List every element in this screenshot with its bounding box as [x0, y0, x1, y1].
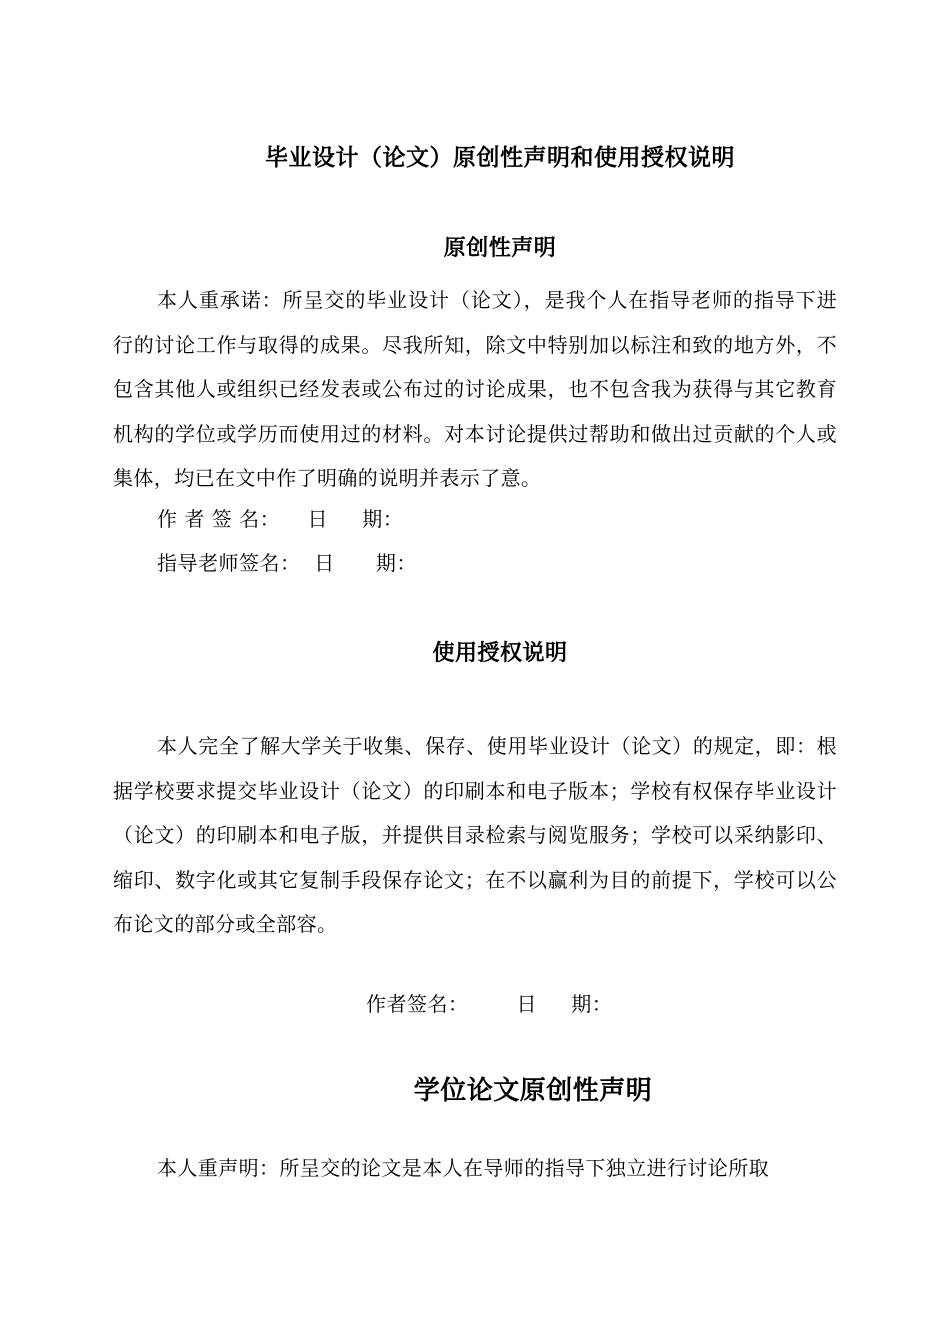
document-title: 毕业设计（论文）原创性声明和使用授权说明 — [265, 145, 735, 171]
originality-heading: 原创性声明 — [443, 236, 557, 261]
author-signature-line: 作 者 签 名： 日 期： — [157, 507, 404, 531]
thesis-originality-heading: 学位论文原创性声明 — [413, 1076, 653, 1106]
advisor-signature-line: 指导老师签名： 日 期： — [157, 551, 417, 575]
authorization-body: 本人完全了解大学关于收集、保存、使用毕业设计（论文）的规定，即：根据学校要求提交毕业设计（论文）的印刷本和电子版本；学校有权保存毕业设计（论文）的印刷本和电子版，并提供目录检索与阅览服务；学校可以采纳影印、缩印、数字化或其它复制手段保存论文；在不以赢利为目的前提下，学校可以公布论文的部分或全部容。 — [113, 734, 837, 936]
authorization-signature-line: 作者签名： 日 期： — [366, 992, 613, 1016]
authorization-heading: 使用授权说明 — [432, 641, 568, 666]
thesis-originality-body: 本人重声明：所呈交的论文是本人在导师的指导下独立进行讨论所取 — [157, 1156, 769, 1180]
originality-body: 本人重承诺：所呈交的毕业设计（论文），是我个人在指导老师的指导下进行的讨论工作与取得的成果。尽我所知，除文中特别加以标注和致的地方外，不包含其他人或组织已经发表或公布过的讨论成果，也不包含我为获得与其它教育机构的学位或学历而使用过的材料。对本讨论提供过帮助和做出过贡献的个人或集体，均已在文中作了明确的说明并表示了意。 — [113, 288, 837, 490]
